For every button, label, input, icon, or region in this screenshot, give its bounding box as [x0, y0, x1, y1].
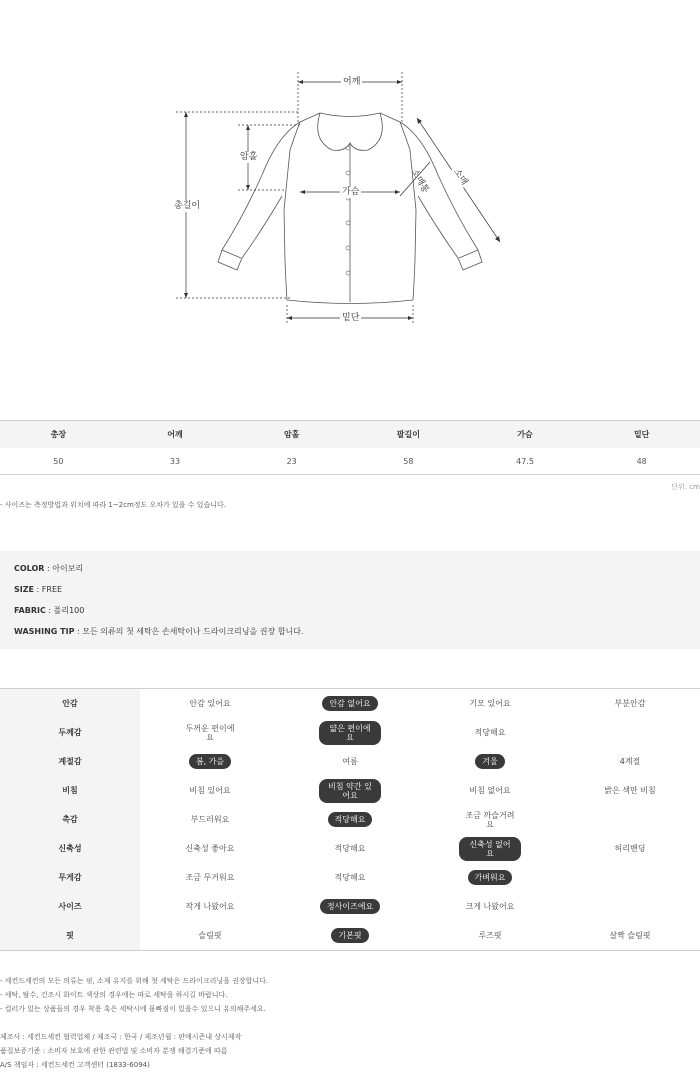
color-label: COLOR: [14, 564, 45, 573]
header-sleeve-length: 팔길이: [396, 430, 420, 439]
header-shoulder: 어깨: [167, 430, 183, 439]
sleeve-width-label: 소매통: [408, 167, 431, 196]
property-row: [0, 776, 700, 805]
property-option: 두꺼운 편이에요: [185, 723, 235, 742]
property-option: 적당해요: [474, 728, 506, 737]
size-info: [14, 584, 700, 605]
property-row: [0, 718, 700, 747]
header-chest: 가슴: [517, 430, 533, 439]
property-option-selected: 신축성 없어요: [459, 837, 521, 861]
property-option-cell: [560, 747, 700, 776]
property-option-cell: [420, 921, 560, 950]
property-option-cell: [420, 689, 560, 718]
property-option-cell: [420, 863, 560, 892]
property-option-selected: 정사이즈에요: [320, 899, 380, 914]
property-option-selected: 겨울: [475, 754, 504, 769]
property-option: 신축성 좋아요: [185, 844, 235, 853]
property-row: [0, 689, 700, 718]
value-shoulder: 33: [169, 456, 181, 466]
property-option-cell: [140, 921, 280, 950]
property-option-selected: 비침 약간 있어요: [319, 779, 381, 803]
property-option: 비침 있어요: [189, 786, 231, 795]
property-option-cell: [560, 689, 700, 718]
property-option-cell: [560, 776, 700, 805]
company-note: 제조사 : 세컨드세컨 협력업체 / 제조국 : 한국 / 제조년월 : 판매시즌내 상시제작: [0, 1033, 242, 1041]
shoulder-label: 어깨: [343, 77, 361, 87]
property-option-cell: [280, 834, 420, 863]
value-sleeve-length: 58: [403, 456, 414, 466]
footer-note: - 컬러가 있는 상품들의 경우 착용 혹은 세탁시에 물빠짐이 있을수 있으니 유의해주세요.: [0, 1005, 266, 1013]
property-option-cell: [140, 863, 280, 892]
property-option-cell: [560, 863, 700, 892]
value-armhole: 23: [286, 456, 297, 466]
size-label: SIZE: [14, 585, 35, 594]
property-option-cell: [420, 892, 560, 921]
color-value: : 아이보리: [44, 564, 84, 573]
size-table: [0, 420, 700, 475]
value-chest: 47.5: [516, 456, 534, 466]
size-table-header: [0, 421, 700, 448]
property-option-cell: [280, 718, 420, 747]
property-row: [0, 834, 700, 863]
property-option-selected: 얇은 편이에요: [319, 721, 381, 745]
product-info-box: [0, 551, 700, 649]
property-option: 적당해요: [334, 873, 366, 882]
property-option: 밝은 색만 비침: [604, 786, 656, 795]
property-option-cell: [280, 921, 420, 950]
property-option: 비침 없어요: [469, 786, 511, 795]
size-note: - 사이즈는 측정방법과 위치에 따라 1~2cm정도 오차가 있을 수 있습니다.: [0, 501, 227, 509]
footer-note: - 세탁, 탈수, 건조시 화이트 색상의 경우에는 따로 세탁을 하시길 바랍니다.: [0, 991, 228, 999]
property-option: 기모 있어요: [469, 699, 511, 708]
property-option-cell: [140, 805, 280, 834]
property-option: [625, 731, 635, 735]
property-option-cell: [140, 747, 280, 776]
armhole-label: 암홀: [240, 152, 258, 162]
property-option: 부드러워요: [190, 815, 230, 824]
footer-note: - 세컨드세컨의 모든 의류는 핏, 소재 유지를 위해 첫 세탁은 드라이크리닝을 권장합니다.: [0, 977, 269, 985]
unit-label: 단위: cm: [671, 483, 700, 491]
property-row: [0, 863, 700, 892]
property-option: 살짝 슬림핏: [609, 931, 651, 940]
measurement-diagram: [0, 0, 700, 380]
property-option-selected: 적당해요: [328, 812, 373, 827]
property-label: 촉감: [0, 805, 140, 834]
property-option-cell: [420, 776, 560, 805]
property-option-cell: [280, 689, 420, 718]
property-option-cell: [280, 863, 420, 892]
header-hem: 밑단: [633, 430, 650, 439]
property-option-cell: [140, 776, 280, 805]
hem-label: 밑단: [342, 313, 360, 323]
property-row: [0, 747, 700, 776]
property-option-cell: [420, 747, 560, 776]
property-option-selected: 봄, 가을: [189, 754, 231, 769]
property-option-cell: [140, 892, 280, 921]
property-option-cell: [140, 718, 280, 747]
property-option-cell: [280, 892, 420, 921]
property-label: 무게감: [0, 863, 140, 892]
property-option-cell: [280, 747, 420, 776]
property-label: 안감: [0, 689, 140, 718]
property-option: 루즈핏: [478, 931, 502, 940]
washing-info: [14, 626, 700, 647]
property-row: [0, 921, 700, 950]
property-option-selected: 안감 없어요: [322, 696, 377, 711]
property-option-cell: [560, 892, 700, 921]
size-value: : FREE: [34, 585, 63, 594]
sleeve-label: 소매: [449, 166, 470, 190]
property-option: 적당해요: [334, 844, 366, 853]
property-option: 부분안감: [614, 699, 646, 708]
property-label: 비침: [0, 776, 140, 805]
property-label: 신축성: [0, 834, 140, 863]
property-option-cell: [140, 689, 280, 718]
size-table-row: [0, 448, 700, 474]
company-note: A/S 책임자 : 세컨드세컨 고객센터 (1833-6094): [0, 1061, 150, 1069]
property-option-cell: [420, 805, 560, 834]
property-label: 두께감: [0, 718, 140, 747]
property-row: [0, 805, 700, 834]
property-option: 크게 나왔어요: [465, 902, 515, 911]
property-option: [625, 905, 635, 909]
property-option: 4계절: [619, 757, 641, 766]
property-option-selected: 기본핏: [331, 928, 368, 943]
fabric-info: [14, 605, 700, 626]
property-option: 작게 나왔어요: [185, 902, 235, 911]
property-table: [0, 688, 700, 951]
company-note: 품질보증기준 : 소비자 보호에 관한 관련법 및 소비자 분쟁 해결기준에 따름: [0, 1047, 228, 1055]
value-total-length: 50: [53, 456, 64, 466]
property-option-cell: [560, 805, 700, 834]
property-option-cell: [420, 834, 560, 863]
property-option-cell: [280, 776, 420, 805]
property-option: 조금 무거워요: [185, 873, 235, 882]
property-option: 슬림핏: [198, 931, 222, 940]
property-option-cell: [280, 805, 420, 834]
property-row: [0, 892, 700, 921]
property-option: 허리밴딩: [614, 844, 646, 853]
property-option-selected: 가벼워요: [468, 870, 513, 885]
fabric-value: : 폴리100: [45, 606, 85, 615]
property-label: 핏: [0, 921, 140, 950]
property-option-cell: [560, 921, 700, 950]
property-option-cell: [560, 834, 700, 863]
color-info: [14, 563, 700, 584]
property-option: 안감 있어요: [189, 699, 231, 708]
property-option: [625, 876, 635, 880]
washing-value: : 모든 의류의 첫 세탁은 손세탁이나 드라이크리닝을 권장 합니다.: [74, 627, 304, 636]
property-option: 조금 까슬거려요: [465, 810, 515, 829]
property-option-cell: [140, 834, 280, 863]
total-length-label: 총길이: [174, 201, 201, 211]
header-total-length: 총장: [50, 430, 67, 439]
property-option: [625, 818, 635, 822]
fabric-label: FABRIC: [14, 606, 46, 615]
property-option-cell: [560, 718, 700, 747]
property-option-cell: [420, 718, 560, 747]
property-option: 여름: [342, 757, 358, 766]
value-hem: 48: [636, 456, 647, 466]
chest-label: 가슴: [342, 187, 360, 197]
washing-label: WASHING TIP: [14, 627, 75, 636]
property-label: 사이즈: [0, 892, 140, 921]
header-armhole: 암홀: [283, 430, 300, 439]
property-label: 계절감: [0, 747, 140, 776]
